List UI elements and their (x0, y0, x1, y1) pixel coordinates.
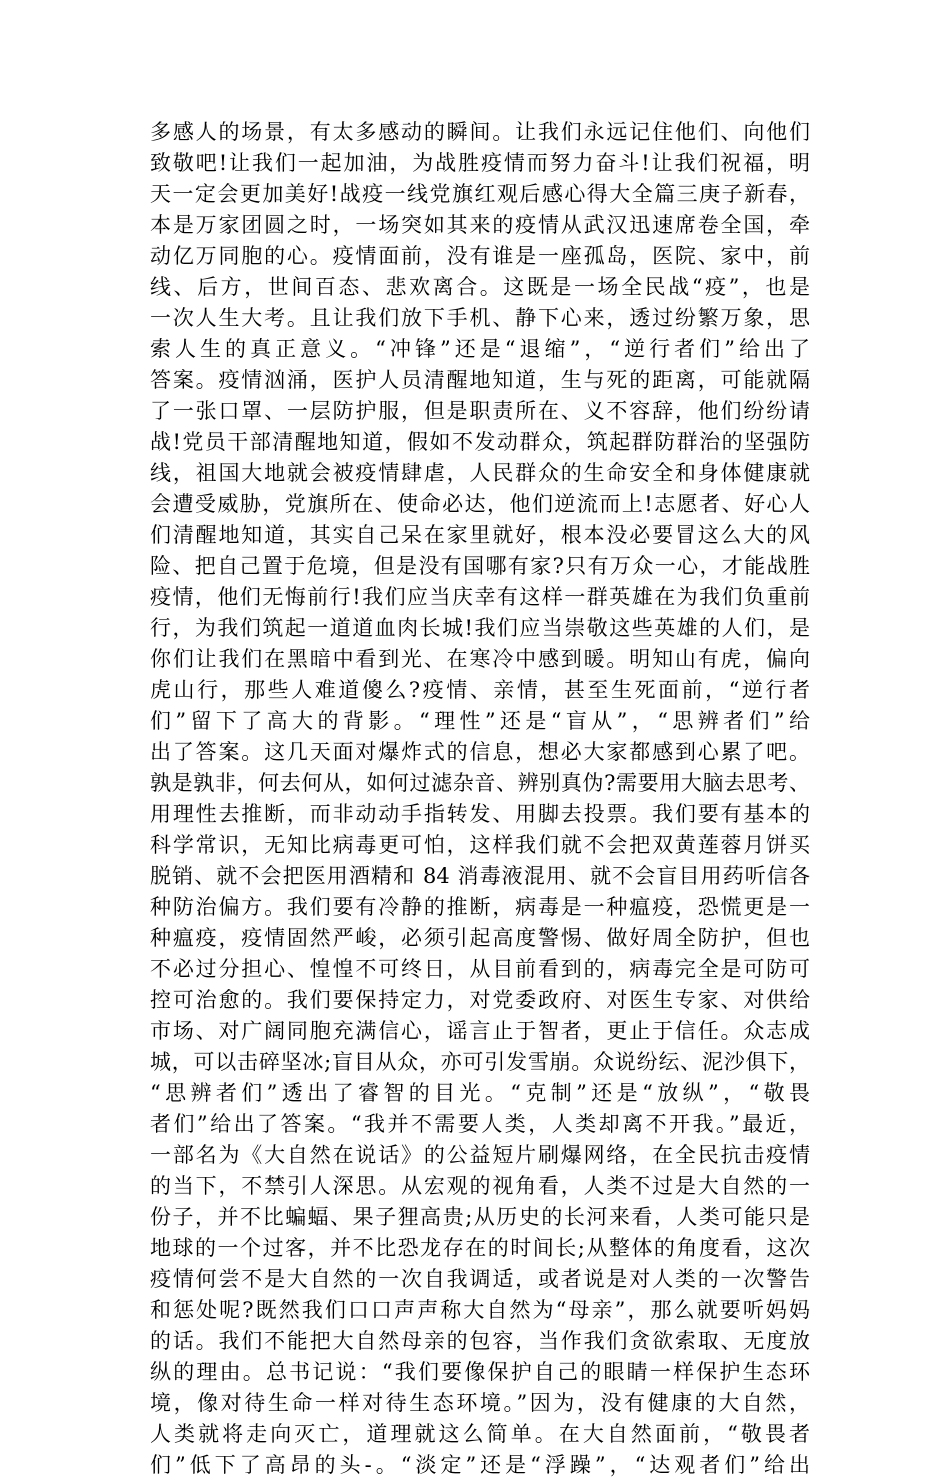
text-line: 了一张口罩、一层防护服，但是职责所在、义不容辞，他们纷纷请 (150, 399, 810, 423)
text-line: 索人生的真正意义。“冲锋”还是“退缩”，“逆行者们”给出了 (150, 337, 810, 361)
text-line: 会遭受威胁，党旗所在、使命必达，他们逆流而上!志愿者、好心人 (150, 492, 810, 516)
text-line: 份子，并不比蝙蝠、果子狸高贵;从历史的长河来看，人类可能只是 (150, 1205, 810, 1229)
text-line: 科学常识，无知比病毒更可怕，这样我们就不会把双黄莲蓉月饼买 (150, 833, 810, 857)
text-line: 们清醒地知道，其实自己呆在家里就好，根本没必要冒这么大的风 (150, 523, 810, 547)
text-line: 疫情何尝不是大自然的一次自我调适，或者说是对人类的一次警告 (150, 1267, 810, 1291)
text-line: 答案。疫情汹涌，医护人员清醒地知道，生与死的距离，可能就隔 (150, 368, 810, 392)
text-line: 出了答案。这几天面对爆炸式的信息，想必大家都感到心累了吧。 (150, 740, 810, 764)
text-line: 用理性去推断，而非动动手指转发、用脚去投票。我们要有基本的 (150, 802, 810, 826)
text-line: 市场、对广阔同胞充满信心，谣言止于智者，更止于信任。众志成 (150, 1019, 810, 1043)
text-line: 线、后方，世间百态、悲欢离合。这既是一场全民战“疫”，也是 (150, 275, 810, 299)
text-line: 本是万家团圆之时，一场突如其来的疫情从武汉迅速席卷全国，牵 (150, 213, 810, 237)
text-line: 你们让我们在黑暗中看到光、在寒冷中感到暖。明知山有虎，偏向 (150, 647, 810, 671)
text-line: 的话。我们不能把大自然母亲的包容，当作我们贪欲索取、无度放 (150, 1329, 810, 1353)
text-line: 线，祖国大地就会被疫情肆虐，人民群众的生命安全和身体健康就 (150, 461, 810, 485)
text-line: 多感人的场景，有太多感动的瞬间。让我们永远记住他们、向他们 (150, 120, 810, 144)
text-line: 们”留下了高大的背影。“理性”还是“盲从”，“思辨者们”给 (150, 709, 810, 733)
text-line: 一次人生大考。且让我们放下手机、静下心来，透过纷繁万象，思 (150, 306, 810, 330)
text-line: 控可治愈的。我们要保持定力，对党委政府、对医生专家、对供给 (150, 988, 810, 1012)
text-line: 境，像对待生命一样对待生态环境。”因为，没有健康的大自然， (150, 1391, 810, 1415)
body-text (150, 117, 810, 1481)
text-line: 一部名为《大自然在说话》的公益短片刷爆网络，在全民抗击疫情 (150, 1143, 810, 1167)
text-line: 者们”给出了答案。“我并不需要人类，人类却离不开我。”最近， (150, 1112, 810, 1136)
text-line: 天一定会更加美好!战疫一线党旗红观后感心得大全篇三庚子新春， (150, 182, 810, 206)
text-line: 致敬吧!让我们一起加油，为战胜疫情而努力奋斗!让我们祝福，明 (150, 151, 810, 175)
text-line: “思辨者们”透出了睿智的目光。“克制”还是“放纵”，“敬畏 (150, 1081, 810, 1105)
text-line: 的当下，不禁引人深思。从宏观的视角看，人类不过是大自然的一 (150, 1174, 810, 1198)
text-line: 险、把自己置于危境，但是没有国哪有家?只有万众一心，才能战胜 (150, 554, 810, 578)
text-line: 地球的一个过客，并不比恐龙存在的时间长;从整体的角度看，这次 (150, 1236, 810, 1260)
text-line: 孰是孰非，何去何从，如何过滤杂音、辨别真伪?需要用大脑去思考、 (150, 771, 810, 795)
text-line: 们”低下了高昂的头-。“淡定”还是“浮躁”，“达观者们”给出 (150, 1453, 810, 1477)
text-line: 种防治偏方。我们要有冷静的推断，病毒是一种瘟疫，恐慌更是一 (150, 895, 810, 919)
text-line: 战!党员干部清醒地知道，假如不发动群众，筑起群防群治的坚强防 (150, 430, 810, 454)
text-line: 和惩处呢?既然我们口口声声称大自然为“母亲”，那么就要听妈妈 (150, 1298, 810, 1322)
text-line: 疫情，他们无悔前行!我们应当庆幸有这样一群英雄在为我们负重前 (150, 585, 810, 609)
text-line: 不必过分担心、惶惶不可终日，从目前看到的，病毒完全是可防可 (150, 957, 810, 981)
text-line: 人类就将走向灭亡，道理就这么简单。在大自然面前，“敬畏者 (150, 1422, 810, 1446)
text-line: 行，为我们筑起一道道血肉长城!我们应当崇敬这些英雄的人们，是 (150, 616, 810, 640)
text-line: 虎山行，那些人难道傻么?疫情、亲情，甚至生死面前，“逆行者 (150, 678, 810, 702)
text-line: 城，可以击碎坚冰;盲目从众，亦可引发雪崩。众说纷纭、泥沙俱下， (150, 1050, 810, 1074)
text-line: 动亿万同胞的心。疫情面前，没有谁是一座孤岛，医院、家中，前 (150, 244, 810, 268)
text-line: 脱销、就不会把医用酒精和 84 消毒液混用、就不会盲目用药听信各 (150, 864, 810, 888)
text-line: 种瘟疫，疫情固然严峻，必须引起高度警惕、做好周全防护，但也 (150, 926, 810, 950)
text-line: 纵的理由。总书记说：“我们要像保护自己的眼睛一样保护生态环 (150, 1360, 810, 1384)
